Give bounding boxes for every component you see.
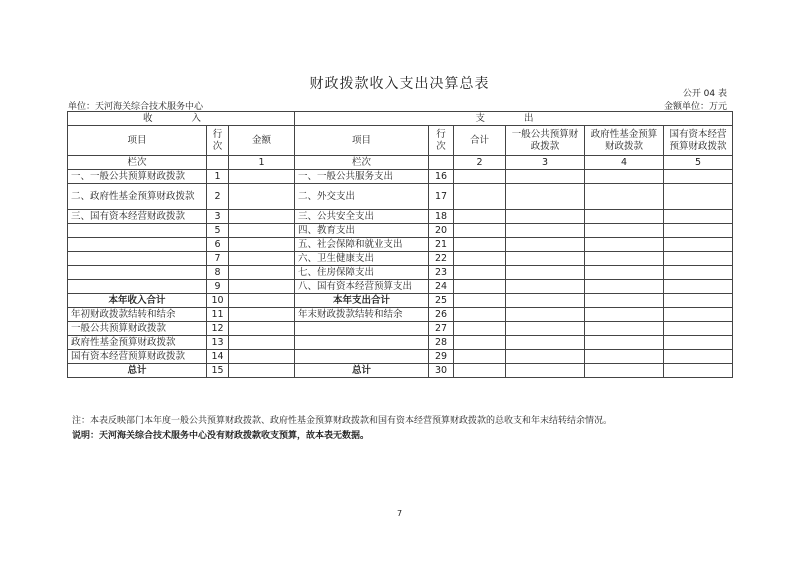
fund-cell xyxy=(585,184,664,210)
general-cell xyxy=(506,184,585,210)
unit-label: 单位：天河海关综合技术服务中心 xyxy=(68,102,204,112)
table-row xyxy=(68,308,733,322)
income-line-cell: 8 xyxy=(207,266,229,280)
general-cell xyxy=(506,224,585,238)
expense-item-cell: 六、卫生健康支出 xyxy=(295,252,429,266)
fund-cell xyxy=(585,280,664,294)
general-cell xyxy=(506,322,585,336)
table-row xyxy=(68,184,733,210)
amount-cell xyxy=(229,252,295,266)
income-item-cell: 一、一般公共预算财政拨款 xyxy=(68,170,207,184)
state-cell xyxy=(664,266,733,280)
amount-cell xyxy=(229,266,295,280)
expense-item-cell xyxy=(295,350,429,364)
amount-cell xyxy=(229,364,295,378)
income-item-cell xyxy=(68,252,207,266)
income-item-cell: 三、国有资本经营财政拨款 xyxy=(68,210,207,224)
fund-cell xyxy=(585,238,664,252)
amount-cell xyxy=(229,280,295,294)
general-cell xyxy=(506,294,585,308)
income-line-cell: 9 xyxy=(207,280,229,294)
expense-item-header: 项目 xyxy=(295,126,429,156)
income-line-cell: 2 xyxy=(207,184,229,210)
income-item-cell: 国有资本经营预算财政拨款 xyxy=(68,350,207,364)
fund-cell xyxy=(585,266,664,280)
income-line-cell: 13 xyxy=(207,336,229,350)
state-cell xyxy=(664,238,733,252)
fund-cell xyxy=(585,170,664,184)
col-no-label: 栏次 xyxy=(68,156,207,170)
col-no-general: 3 xyxy=(506,156,585,170)
col-no-fund: 4 xyxy=(585,156,664,170)
amount-cell xyxy=(229,294,295,308)
expense-item-cell: 八、国有资本经营预算支出 xyxy=(295,280,429,294)
income-item-cell xyxy=(68,238,207,252)
table-note: 注：本表反映部门本年度一般公共预算财政拨款、政府性基金预算财政拨款和国有资本经营预算财政拨款的总收支和年末结转结余情况。 xyxy=(72,416,613,426)
state-capital-header: 国有资本经营预算财政拨款 xyxy=(664,126,733,156)
income-line-cell: 5 xyxy=(207,224,229,238)
amount-cell xyxy=(229,350,295,364)
fund-cell xyxy=(585,308,664,322)
income-line-header: 行次 xyxy=(207,126,229,156)
amount-cell xyxy=(229,224,295,238)
expense-line-cell: 30 xyxy=(429,364,454,378)
general-cell xyxy=(506,266,585,280)
expense-line-cell: 23 xyxy=(429,266,454,280)
amount-header: 金额 xyxy=(229,126,295,156)
general-cell xyxy=(506,170,585,184)
income-item-cell: 政府性基金预算财政拨款 xyxy=(68,336,207,350)
expense-item-cell: 三、公共安全支出 xyxy=(295,210,429,224)
income-item-cell xyxy=(68,224,207,238)
income-section-header: 收 入 xyxy=(68,112,295,126)
total-cell xyxy=(454,224,506,238)
state-cell xyxy=(664,280,733,294)
explanation: 说明：天河海关综合技术服务中心没有财政拨款收支预算，故本表无数据。 xyxy=(72,431,370,441)
income-item-cell xyxy=(68,280,207,294)
fund-cell xyxy=(585,210,664,224)
state-cell xyxy=(664,210,733,224)
total-cell xyxy=(454,170,506,184)
table-row xyxy=(68,322,733,336)
col-no-total: 2 xyxy=(454,156,506,170)
amount-cell xyxy=(229,308,295,322)
state-cell xyxy=(664,252,733,266)
state-cell xyxy=(664,184,733,210)
amount-cell xyxy=(229,184,295,210)
expense-line-cell: 27 xyxy=(429,322,454,336)
fund-cell xyxy=(585,336,664,350)
expense-line-cell: 24 xyxy=(429,280,454,294)
total-cell xyxy=(454,252,506,266)
expense-line-cell: 22 xyxy=(429,252,454,266)
table-row xyxy=(68,210,733,224)
total-cell xyxy=(454,294,506,308)
total-cell xyxy=(454,210,506,224)
state-cell xyxy=(664,364,733,378)
expense-line-cell: 17 xyxy=(429,184,454,210)
table-row xyxy=(68,252,733,266)
state-cell xyxy=(664,350,733,364)
income-item-header: 项目 xyxy=(68,126,207,156)
income-line-cell: 7 xyxy=(207,252,229,266)
income-line-cell: 11 xyxy=(207,308,229,322)
state-cell xyxy=(664,322,733,336)
general-cell xyxy=(506,336,585,350)
expense-line-cell: 25 xyxy=(429,294,454,308)
expense-item-cell: 一、一般公共服务支出 xyxy=(295,170,429,184)
expense-item-cell: 总计 xyxy=(295,364,429,378)
expense-line-cell: 16 xyxy=(429,170,454,184)
income-line-cell: 6 xyxy=(207,238,229,252)
income-line-cell: 1 xyxy=(207,170,229,184)
expense-item-cell: 二、外交支出 xyxy=(295,184,429,210)
income-item-cell: 二、政府性基金预算财政拨款 xyxy=(68,184,207,210)
income-item-cell: 一般公共预算财政拨款 xyxy=(68,322,207,336)
amount-cell xyxy=(229,210,295,224)
state-cell xyxy=(664,294,733,308)
amount-cell xyxy=(229,238,295,252)
total-cell xyxy=(454,238,506,252)
empty-cell xyxy=(429,156,454,170)
general-cell xyxy=(506,350,585,364)
expense-line-cell: 20 xyxy=(429,224,454,238)
summary-table xyxy=(67,111,733,378)
expense-item-cell: 本年支出合计 xyxy=(295,294,429,308)
col-no-amount: 1 xyxy=(229,156,295,170)
expense-item-cell xyxy=(295,322,429,336)
amount-cell xyxy=(229,322,295,336)
total-cell xyxy=(454,266,506,280)
expense-line-cell: 18 xyxy=(429,210,454,224)
total-cell xyxy=(454,350,506,364)
general-cell xyxy=(506,308,585,322)
income-line-cell: 15 xyxy=(207,364,229,378)
table-row xyxy=(68,350,733,364)
table-row xyxy=(68,364,733,378)
fund-cell xyxy=(585,224,664,238)
expense-section-header: 支 出 xyxy=(295,112,733,126)
income-line-cell: 14 xyxy=(207,350,229,364)
income-item-cell: 本年收入合计 xyxy=(68,294,207,308)
total-cell xyxy=(454,364,506,378)
fund-cell xyxy=(585,322,664,336)
table-row xyxy=(68,294,733,308)
col-no-exp-label: 栏次 xyxy=(295,156,429,170)
total-cell xyxy=(454,280,506,294)
state-cell xyxy=(664,308,733,322)
fund-budget-header: 政府性基金预算财政拨款 xyxy=(585,126,664,156)
general-cell xyxy=(506,238,585,252)
fund-cell xyxy=(585,294,664,308)
general-cell xyxy=(506,252,585,266)
expense-item-cell: 七、住房保障支出 xyxy=(295,266,429,280)
table-row xyxy=(68,280,733,294)
fund-cell xyxy=(585,364,664,378)
column-header-row xyxy=(68,126,733,156)
total-cell xyxy=(454,184,506,210)
total-cell xyxy=(454,308,506,322)
expense-item-cell: 年末财政拨款结转和结余 xyxy=(295,308,429,322)
general-cell xyxy=(506,364,585,378)
income-item-cell: 总计 xyxy=(68,364,207,378)
general-budget-header: 一般公共预算财政拨款 xyxy=(506,126,585,156)
income-line-cell: 12 xyxy=(207,322,229,336)
empty-cell xyxy=(207,156,229,170)
expense-item-cell xyxy=(295,336,429,350)
table-row xyxy=(68,170,733,184)
total-cell xyxy=(454,336,506,350)
column-number-row xyxy=(68,156,733,170)
form-code: 公开 04 表 xyxy=(682,89,727,99)
general-cell xyxy=(506,280,585,294)
fund-cell xyxy=(585,252,664,266)
table-row xyxy=(68,238,733,252)
income-line-cell: 3 xyxy=(207,210,229,224)
expense-line-cell: 26 xyxy=(429,308,454,322)
expense-line-header: 行次 xyxy=(429,126,454,156)
fund-cell xyxy=(585,350,664,364)
table-row xyxy=(68,224,733,238)
section-header-row xyxy=(68,112,733,126)
state-cell xyxy=(664,170,733,184)
expense-line-cell: 29 xyxy=(429,350,454,364)
page-number: 7 xyxy=(396,509,403,518)
table-row xyxy=(68,266,733,280)
state-cell xyxy=(664,336,733,350)
table-row xyxy=(68,336,733,350)
total-cell xyxy=(454,322,506,336)
page-title: 财政拨款收入支出决算总表 xyxy=(309,76,490,92)
expense-line-cell: 28 xyxy=(429,336,454,350)
income-item-cell: 年初财政拨款结转和结余 xyxy=(68,308,207,322)
expense-item-cell: 五、社会保障和就业支出 xyxy=(295,238,429,252)
col-no-state: 5 xyxy=(664,156,733,170)
expense-line-cell: 21 xyxy=(429,238,454,252)
total-header: 合计 xyxy=(454,126,506,156)
amount-unit: 金额单位：万元 xyxy=(663,102,727,112)
income-item-cell xyxy=(68,266,207,280)
general-cell xyxy=(506,210,585,224)
amount-cell xyxy=(229,170,295,184)
expense-item-cell: 四、教育支出 xyxy=(295,224,429,238)
state-cell xyxy=(664,224,733,238)
income-line-cell: 10 xyxy=(207,294,229,308)
amount-cell xyxy=(229,336,295,350)
